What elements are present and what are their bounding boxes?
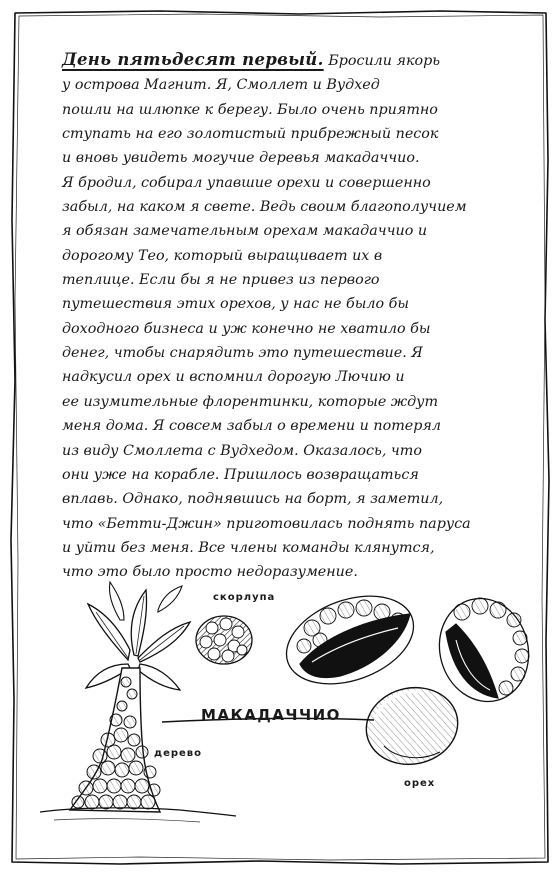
journal-line: путешествия этих орехов, у нас не было бы	[62, 296, 410, 313]
label-tree: дерево	[154, 748, 202, 759]
journal-line: ступать на его золотистый прибрежный песок	[62, 126, 439, 143]
journal-line: и вновь увидеть могучие деревья макадаччио.	[62, 150, 420, 167]
journal-line: что «Бетти-Джин» приготовилась поднять паруса	[62, 515, 471, 532]
journal-line: теплице. Если бы я не привез из первого	[62, 272, 380, 289]
journal-line: доходного бизнеса и уж конечно не хватило бы	[62, 320, 431, 337]
nut-shell-right-drawing	[428, 588, 540, 711]
label-shell: скорлупа	[213, 592, 276, 603]
journal-line: ее изумительные флорентинки, которые ждут	[62, 393, 439, 410]
journal-line: забыл, на каком я свете. Ведь своим благополучием	[62, 199, 467, 216]
journal-line-0-rest: Бросили якорь	[328, 53, 441, 69]
journal-line: вплавь. Однако, поднявшись на борт, я заметил,	[62, 491, 444, 508]
label-nut: орех	[404, 778, 436, 789]
tree-drawing	[40, 582, 236, 822]
journal-line: надкусил орех и вспомнил дорогую Лючию и	[62, 369, 405, 386]
journal-line: они уже на корабле. Пришлось возвращаться	[62, 466, 419, 483]
journal-line: у острова Магнит. Я, Смоллет и Вудхед	[62, 77, 380, 94]
journal-line: и уйти без меня. Все члены команды клянутся,	[62, 539, 435, 556]
journal-line: Я бродил, собирал упавшие орехи и совершенно	[62, 174, 431, 191]
journal-line: пошли на шлюпке к берегу. Было очень приятно	[62, 101, 438, 118]
nut-shell-half-drawing	[274, 580, 425, 700]
journal-line: денег, чтобы снарядить это путешествие. Я	[62, 345, 423, 362]
journal-line: из виду Смоллета с Вудхедом. Оказалось, что	[62, 442, 422, 459]
journal-line: меня дома. Я совсем забыл о времени и потерял	[62, 418, 441, 435]
nut-kernel-drawing	[359, 679, 465, 772]
nut-shell-small-drawing	[196, 616, 252, 664]
journal-title: День пятьдесят первый.	[62, 50, 324, 69]
illustration-title: МАКАДАЧЧИО	[201, 706, 341, 724]
journal-line: что это было просто недоразумение.	[62, 564, 358, 581]
journal-line: я обязан замечательным орехам макадаччио и	[62, 223, 428, 240]
journal-line: дорогому Тео, который выращивает их в	[62, 247, 383, 264]
